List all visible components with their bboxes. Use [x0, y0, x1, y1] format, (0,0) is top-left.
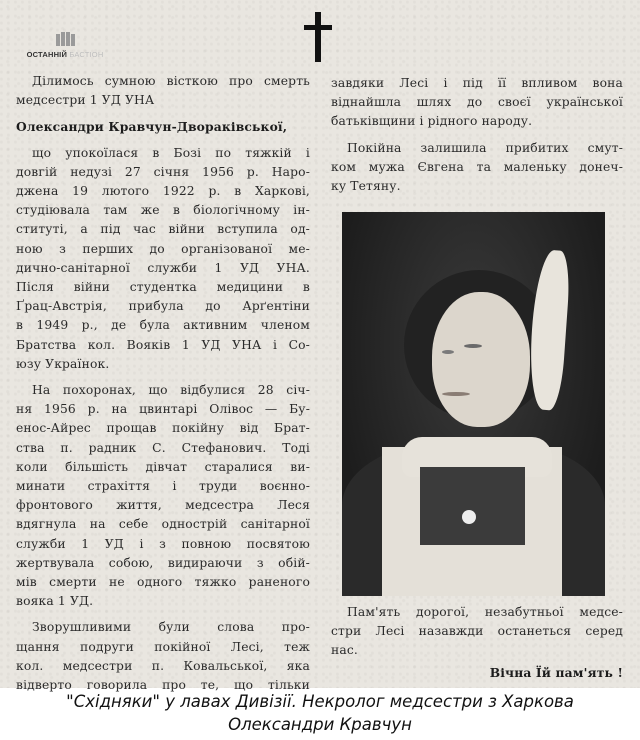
site-logo [20, 30, 110, 59]
text-line: Після війни студентка медицини в [16, 280, 310, 295]
text-line: нас. [331, 643, 358, 658]
text-line: завдяки Лесі і під її впливом вона [331, 76, 623, 90]
text-line: ною з перших до організованої ме- [16, 241, 310, 256]
text-line: дично-санітарної служби 1 УД УНА. [16, 260, 310, 275]
text-line: минати страхіття і труди воєнно- [16, 479, 310, 494]
logo-word-2: БАСТІОН [69, 50, 104, 59]
text-line: Ґрац-Австрія, прибула до Арґентіни [16, 299, 310, 314]
article-left-column [16, 72, 310, 695]
text-line: Покійна залишила прибитих смут- [347, 140, 623, 155]
text-line: юзу Українок. [16, 356, 110, 371]
text-line: Олександри Кравчун-Дворaківської, [16, 119, 288, 135]
text-line: служби 1 УД і з повною посвятою [16, 536, 310, 551]
logo-word-1: ОСТАННІЙ [26, 50, 68, 59]
text-line: ня 1956 р. на цвинтарі Олівос — Бу- [16, 402, 310, 417]
text-line: Зворушливими були слова про- [32, 620, 310, 635]
text-line: ства п. радник С. Стефанович. Тоді [16, 440, 310, 455]
article-right-column-bottom [331, 603, 623, 661]
text-line: мів смерти не одного тяжко раненого [16, 575, 310, 590]
image-caption [0, 690, 640, 736]
portrait-photo [342, 212, 605, 596]
text-line: вояка 1 УД. [16, 594, 94, 609]
text-line: ку Тетяну. [331, 179, 401, 194]
bastion-tower-icon [55, 30, 75, 48]
text-line: фронтового життя, медсестра Леся [16, 498, 310, 513]
text-line: що упокоїлася в Бозі по тяжкій і [32, 145, 310, 160]
text-line: кол. медсестри п. Ковальської, яка [16, 658, 310, 673]
caption-line-1: "Східняки" у лавах Дивізії. Некролог медсестри з Харкова [66, 692, 574, 711]
text-line: щання подруги покійної Лесі, теж [16, 639, 310, 654]
text-line: Ділимось сумною вісткою про смерть [32, 74, 310, 88]
text-line: стри Лесі назавжди останеться серед [331, 624, 623, 639]
text-line: в 1949 р., де була активним членом [16, 318, 310, 333]
text-line: Пам'ять дорогої, незабутньої медсе- [347, 605, 623, 619]
closing-text: Вічна Їй пам'ять ! [489, 665, 623, 680]
text-line: вдягнула на себе однострій санітарної [16, 517, 310, 532]
text-line: віднайшла шлях до своєї української [331, 95, 623, 110]
article-right-column-top [331, 74, 623, 196]
text-line: На похоронах, що відбулися 28 січ- [32, 383, 310, 398]
text-line: Братства кол. Вояків 1 УД УНА і Со- [16, 337, 310, 352]
text-line: студіювала там же в біологічному ін- [16, 203, 310, 218]
cross-icon [303, 12, 333, 66]
text-line: жертвувала собою, видираючи з обій- [16, 555, 310, 570]
text-line: батьківщини і рідного народу. [331, 114, 533, 129]
caption-line-2: Олександри Кравчун [228, 715, 412, 734]
text-line: ком мужа Євгена та маленьку донеч- [331, 159, 623, 174]
text-line: довгій недузі 27 січня 1956 р. Наро- [16, 164, 310, 179]
closing-line [331, 663, 623, 683]
text-line: енос-Айрес прощав покійну від Брат- [16, 421, 310, 436]
text-line: відверто говорила про те, що тільки [16, 678, 310, 693]
text-line: коли більшість дівчат старалися ви- [16, 459, 310, 474]
text-line: ституті, а під час війни вступила од- [16, 222, 310, 237]
text-line: медсестри 1 УД УНА [16, 93, 155, 108]
text-line: джена 19 лютого 1922 р. в Харкові, [16, 184, 310, 199]
logo-text [20, 50, 110, 59]
